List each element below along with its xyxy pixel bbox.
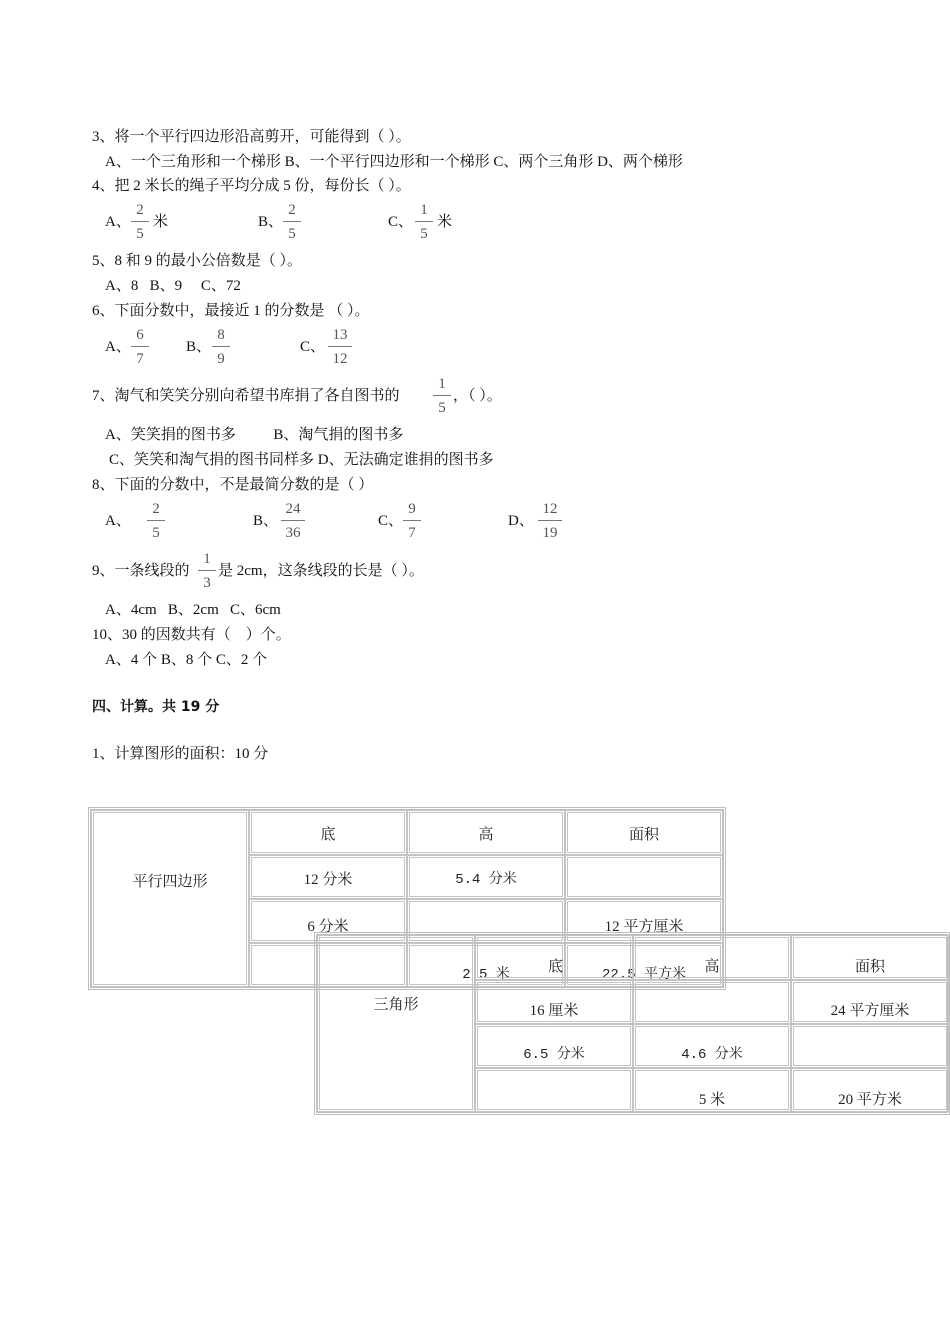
fraction-bar <box>538 520 562 521</box>
q8-option-d-fraction <box>538 500 562 542</box>
q4-option-b-label: B、 <box>258 214 284 230</box>
q6-option-b-fraction <box>212 326 230 368</box>
triangle-shape-cell <box>317 935 475 1112</box>
q4-question: 4、把 2 米长的绳子平均分成 5 份，每份长（ ）。 <box>92 178 411 194</box>
q6-option-b-label: B、 <box>186 339 212 355</box>
q9-question-start: 9、一条线段的 <box>92 563 190 579</box>
r2-area: 12 平方厘米 <box>604 919 684 935</box>
fraction-numerator: 1 <box>420 202 428 218</box>
fraction-bar <box>212 346 230 347</box>
q9-question-end: 是 2cm，这条线段的长是（ ）。 <box>218 563 424 579</box>
r1-base: 16 厘米 <box>529 1003 579 1019</box>
q9-options: A、4cm B、2cm C、6cm <box>105 602 281 618</box>
fraction-numerator: 1 <box>438 376 446 392</box>
q8-question: 8、下面的分数中，不是最简分数的是（ ） <box>92 477 374 493</box>
q7-question-start: 7、淘气和笑笑分别向希望书库捐了各自图书的 <box>92 388 400 404</box>
q10-options: A、4 个 B、8 个 C、2 个 <box>105 652 268 668</box>
fraction-denominator: 19 <box>542 525 558 541</box>
fraction-bar <box>283 221 301 222</box>
q8-option-b-fraction <box>281 500 305 542</box>
header-base: 底 <box>320 827 336 843</box>
q8-option-d-label: D、 <box>508 513 534 529</box>
fraction-bar <box>281 520 305 521</box>
r3-area: 22.5 平方米 <box>601 967 686 983</box>
header-base-cell <box>249 810 407 855</box>
header-base: 底 <box>548 959 564 975</box>
q5-options: A、8 B、9 C、72 <box>105 278 241 294</box>
fraction-denominator: 5 <box>152 525 160 541</box>
header-area-cell <box>565 810 723 855</box>
r3-area-cell <box>791 1068 949 1112</box>
fraction-bar <box>433 395 451 396</box>
q8-option-c-fraction <box>403 500 421 542</box>
r3-area: 20 平方米 <box>838 1092 902 1108</box>
q7-options-cd: C、笑笑和淘气捐的图书同样多 D、无法确定谁捐的图书多 <box>109 452 494 468</box>
q4-option-b-fraction <box>283 201 301 243</box>
q4-option-c-unit: 米 <box>437 214 453 230</box>
q8-option-c-label: C、 <box>378 513 404 529</box>
fraction-bar <box>147 520 165 521</box>
fraction-denominator: 5 <box>438 400 446 416</box>
header-area-cell <box>791 935 949 980</box>
fraction-denominator: 36 <box>285 525 301 541</box>
fraction-denominator: 5 <box>136 226 144 242</box>
section-4-title: 四、计算。共 19 分 <box>92 699 220 715</box>
r3-height-cell <box>633 1068 791 1112</box>
fraction-numerator: 12 <box>542 501 558 517</box>
fraction-bar <box>403 520 421 521</box>
q8-option-a-label: A、 <box>105 513 131 529</box>
fraction-bar <box>415 221 433 222</box>
q7-fraction <box>433 375 451 417</box>
fraction-denominator: 12 <box>332 351 348 367</box>
header-base-cell <box>475 935 633 980</box>
r1-base-cell <box>249 855 407 899</box>
header-area: 面积 <box>628 827 659 843</box>
r1-area-cell <box>791 980 949 1024</box>
q10-question: 10、30 的因数共有（ ）个。 <box>92 627 291 643</box>
fraction-numerator: 6 <box>136 327 144 343</box>
fraction-numerator: 8 <box>217 327 225 343</box>
q6-option-a-fraction <box>131 326 149 368</box>
r3-height: 5 米 <box>698 1092 726 1108</box>
fraction-bar <box>131 346 149 347</box>
r1-area: 24 平方厘米 <box>830 1003 910 1019</box>
r1-height-cell <box>407 855 565 899</box>
q5-question: 5、8 和 9 的最小公倍数是（ ）。 <box>92 253 303 269</box>
q4-option-a-unit: 米 <box>153 214 169 230</box>
fraction-bar <box>131 221 149 222</box>
section-4-sub1: 1、计算图形的面积：10 分 <box>92 746 269 762</box>
q8-option-b-label: B、 <box>253 513 279 529</box>
r1-base-cell <box>475 980 633 1024</box>
q3-options: A、一个三角形和一个梯形 B、一个平行四边形和一个梯形 C、两个三角形 D、两个梯形 <box>105 154 683 170</box>
q6-question: 6、下面分数中，最接近 1 的分数是 （ ）。 <box>92 303 370 319</box>
fraction-numerator: 1 <box>203 551 211 567</box>
q4-option-c-fraction <box>415 201 433 243</box>
fraction-denominator: 7 <box>408 525 416 541</box>
header-height: 高 <box>704 959 720 975</box>
fraction-numerator: 9 <box>408 501 416 517</box>
header-height: 高 <box>478 827 494 843</box>
r3-base-cell <box>475 1068 633 1112</box>
r1-height-cell <box>633 980 791 1024</box>
q6-option-c-label: C、 <box>300 339 326 355</box>
fraction-denominator: 5 <box>420 226 428 242</box>
fraction-bar <box>328 346 352 347</box>
fraction-denominator: 7 <box>136 351 144 367</box>
shape-label: 平行四边形 <box>132 874 208 890</box>
q7-options-ab: A、笑笑捐的图书多 B、淘气捐的图书多 <box>105 427 404 443</box>
header-height-cell <box>407 810 565 855</box>
shape-label: 三角形 <box>373 997 419 1013</box>
q4-option-a-label: A、 <box>105 214 131 230</box>
q9-fraction <box>198 550 216 592</box>
r2-base: 6 分米 <box>307 919 349 935</box>
r3-height: 2.5 米 <box>462 967 510 983</box>
r2-base-cell <box>475 1024 633 1068</box>
r1-height: 5.4 分米 <box>455 872 517 888</box>
fraction-numerator: 2 <box>136 202 144 218</box>
r2-base: 6.5 分米 <box>523 1047 585 1063</box>
parallelogram-shape-cell <box>91 810 249 987</box>
fraction-numerator: 2 <box>288 202 296 218</box>
q4-option-a-fraction <box>131 201 149 243</box>
q3-question: 3、将一个平行四边形沿高剪开，可能得到（ ）。 <box>92 129 411 145</box>
fraction-numerator: 24 <box>285 501 301 517</box>
q6-option-c-fraction <box>328 326 352 368</box>
header-area: 面积 <box>854 959 885 975</box>
fraction-denominator: 3 <box>203 575 211 591</box>
r1-base: 12 分米 <box>303 872 353 888</box>
fraction-numerator: 13 <box>332 327 348 343</box>
q4-option-c-label: C、 <box>388 214 414 230</box>
triangle-table <box>314 932 950 1115</box>
r2-height: 4.6 分米 <box>681 1047 743 1063</box>
r2-area-cell <box>791 1024 949 1068</box>
fraction-denominator: 5 <box>288 226 296 242</box>
q7-question-end: ，（ ）。 <box>453 388 502 404</box>
header-height-cell <box>633 935 791 980</box>
r2-height-cell <box>633 1024 791 1068</box>
q8-option-a-fraction <box>147 500 165 542</box>
fraction-numerator: 2 <box>152 501 160 517</box>
q6-option-a-label: A、 <box>105 339 131 355</box>
fraction-denominator: 9 <box>217 351 225 367</box>
fraction-bar <box>198 570 216 571</box>
r1-area-cell <box>565 855 723 899</box>
